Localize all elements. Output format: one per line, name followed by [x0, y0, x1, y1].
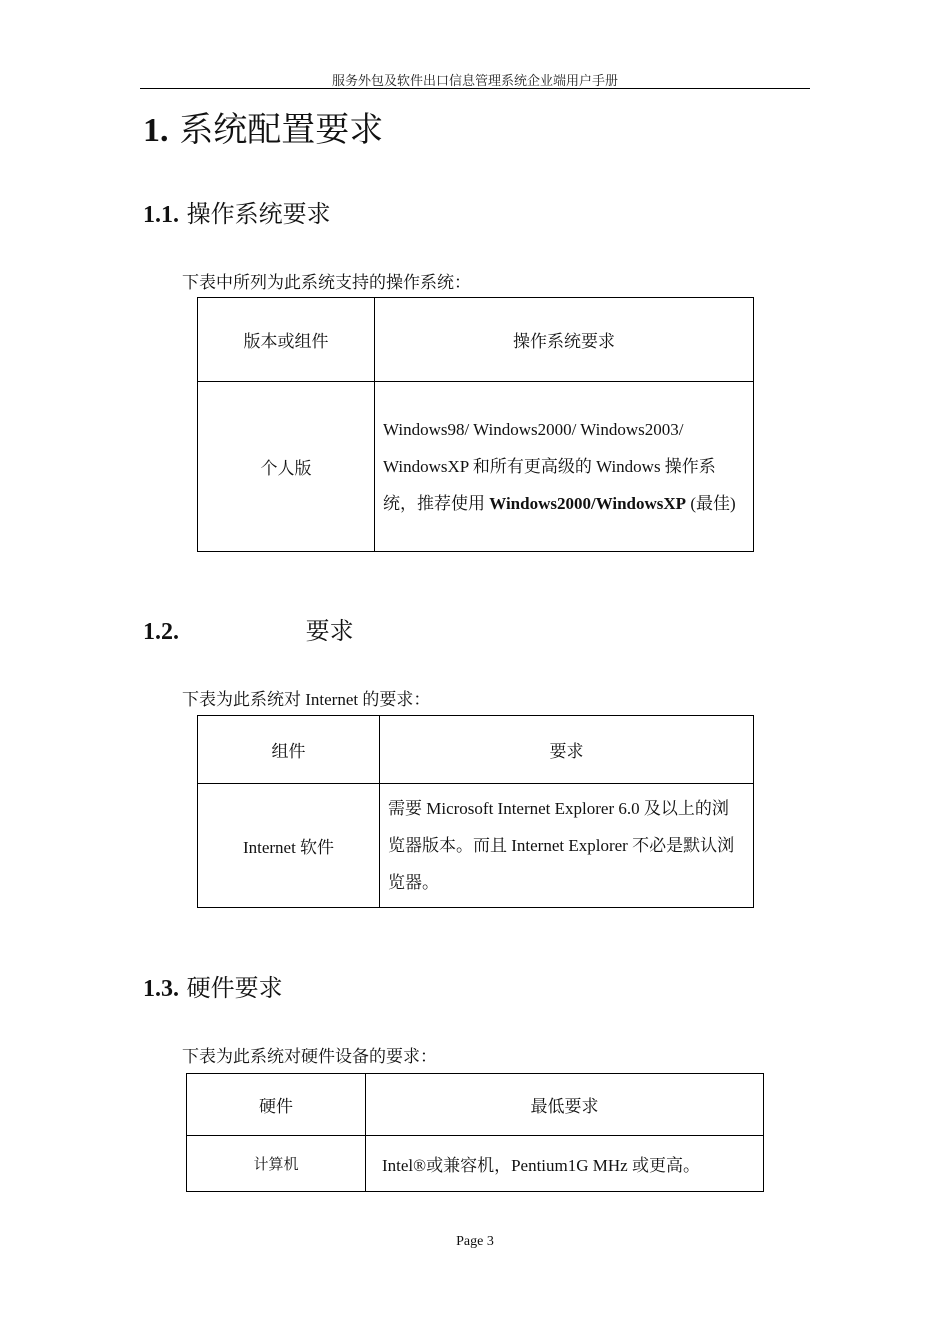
os-intro: 下表中所列为此系统支持的操作系统： — [182, 273, 471, 293]
os-text-end: (最佳) — [686, 494, 736, 513]
os-recommended: Windows2000/WindowsXP — [489, 494, 687, 513]
heading-1-3 — [143, 968, 283, 1003]
heading-1-2 — [143, 611, 354, 646]
hardware-intro: 下表为此系统对硬件设备的要求： — [182, 1047, 437, 1067]
table-cell-label: Internet 软件 — [198, 784, 380, 908]
heading-1-1-text: 操作系统要求 — [186, 200, 331, 228]
heading-1-3-number: 1.3. — [143, 976, 179, 1002]
table-header-cell: 要求 — [380, 716, 754, 784]
heading-1-1 — [143, 194, 331, 229]
os-text: Windows98/ Windows2000/ Windows2003/ WindowsXP 和所有更高级的 Windows 操作系统，推荐使用 — [383, 420, 716, 513]
table-cell-label: 计算机 — [187, 1136, 366, 1192]
heading-1-1-number: 1.1. — [143, 202, 179, 228]
os-requirements-table — [197, 297, 754, 552]
page-number: Page 3 — [456, 1234, 494, 1249]
heading-1-2-text: 要求 — [305, 617, 354, 645]
table-row — [187, 1136, 764, 1192]
table-row — [198, 784, 754, 908]
internet-requirements-table — [197, 715, 754, 908]
table-header-cell: 组件 — [198, 716, 380, 784]
table-header-cell: 操作系统要求 — [375, 298, 754, 382]
page-header: 服务外包及软件出口信息管理系统企业端用户手册 — [331, 74, 618, 89]
table-header-cell: 硬件 — [187, 1074, 366, 1136]
header-divider — [140, 88, 810, 89]
table-cell-label: 个人版 — [198, 382, 375, 552]
heading-1-3-text: 硬件要求 — [186, 974, 283, 1002]
internet-intro: 下表为此系统对 Internet 的要求： — [182, 690, 431, 709]
table-cell-value: 需要 Microsoft Internet Explorer 6.0 及以上的浏览器版本。而且 Internet Explorer 不必是默认浏览器。 — [380, 784, 754, 908]
table-header-row — [198, 298, 754, 382]
table-header-row — [187, 1074, 764, 1136]
heading-1-2-number: 1.2. — [143, 619, 179, 645]
hardware-requirements-table — [186, 1073, 764, 1192]
heading-1-number: 1. — [143, 112, 169, 149]
table-cell-value: Intel®或兼容机，Pentium1G MHz 或更高。 — [366, 1136, 764, 1192]
table-row — [198, 382, 754, 552]
table-header-cell: 最低要求 — [366, 1074, 764, 1136]
table-header-row — [198, 716, 754, 784]
heading-1 — [143, 102, 383, 151]
heading-1-text: 系统配置要求 — [179, 110, 384, 150]
table-cell-value — [375, 382, 754, 552]
table-header-cell: 版本或组件 — [198, 298, 375, 382]
